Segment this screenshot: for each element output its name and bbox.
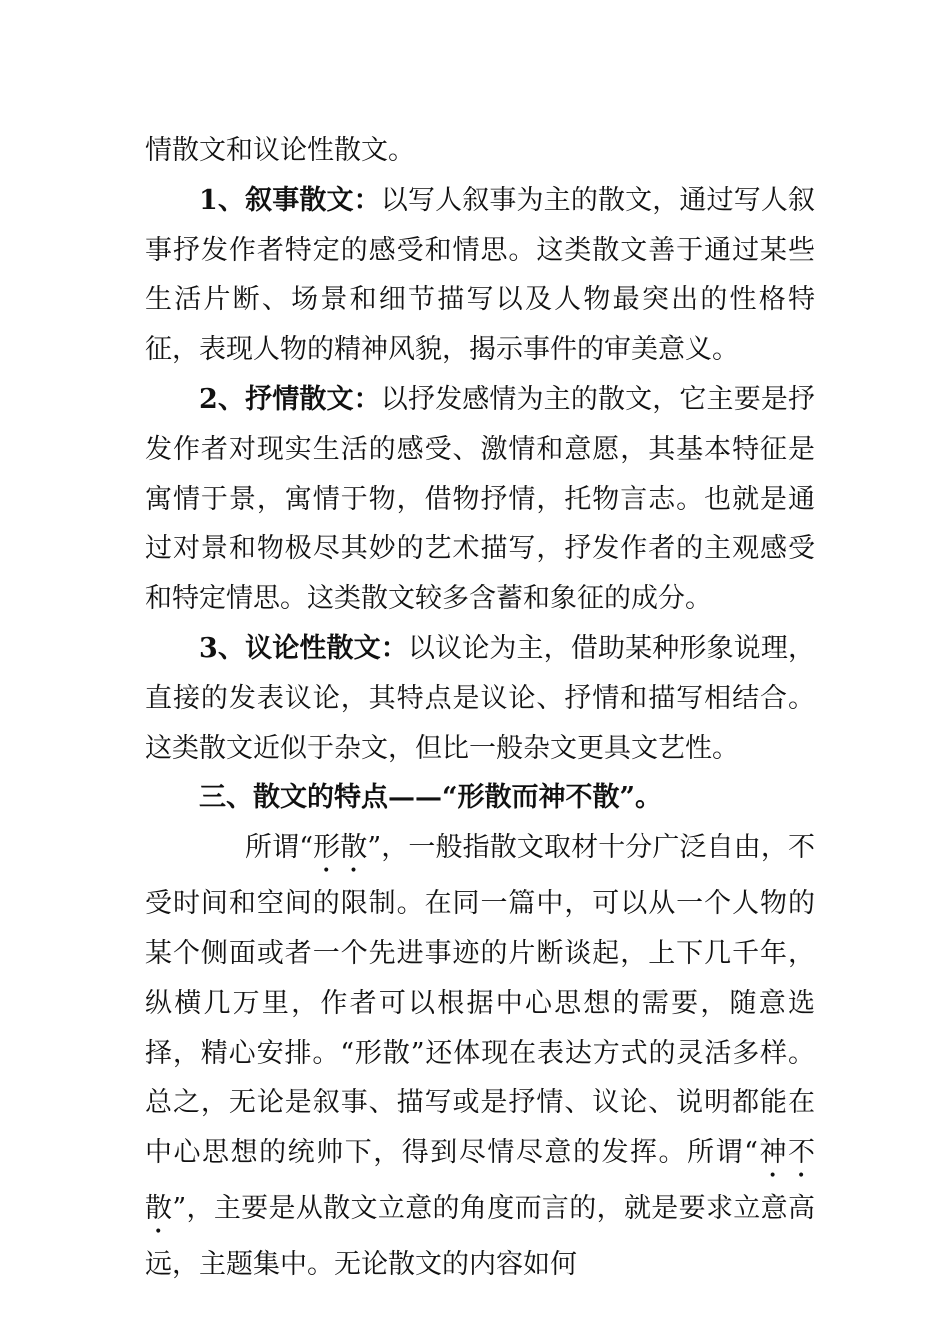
- argumentative-prose-text: 以议论为主，借助某种形象说理，直接的发表议论，其特点是议论、抒情和描写相结合。这类散文近似于杂文，但比一般杂文更具文艺性。: [145, 632, 815, 764]
- feature-paragraph: [145, 823, 815, 1290]
- lyrical-prose-text: 以抒发感情为主的散文，它主要是抒发作者对现实生活的感受、激情和意愿，其基本特征是寓情于景，寓情于物，借物抒情，托物言志。也就是通过对景和物极尽其妙的艺术描写，抒发作者的主观感受和特定情思。这类散文较多含蓄和象征的成分。: [145, 383, 815, 615]
- emphasized-term-shenbusan: 神不散: [145, 1137, 815, 1225]
- emphasized-term-xingsan: 形散: [313, 832, 368, 864]
- lyrical-prose-term: 2、抒情散文：: [199, 383, 381, 415]
- narrative-prose-text: 以写人叙事为主的散文，通过写人叙事抒发作者特定的感受和情思。这类散文善于通过某些生活片断、场景和细节描写以及人物最突出的性格特征，表现人物的精神风貌，揭示事件的审美意义。: [145, 184, 815, 366]
- feature-text-1: 所谓“: [245, 832, 314, 864]
- argumentative-prose-paragraph: [145, 624, 815, 773]
- narrative-prose-term: 1、叙事散文：: [199, 184, 381, 216]
- feature-text-3: ”，主要是从散文立意的角度而言的，就是要求立意高远，主题集中。无论散文的内容如何: [145, 1193, 815, 1281]
- feature-text-2: ”，一般指散文取材十分广泛自由，不受时间和空间的限制。在同一篇中，可以从一个人物的某个侧面或者一个先进事迹的片断谈起，上下几千年，纵横几万里，作者可以根据中心思想的需要，随意选择，精心安排。“形散”还体现在表达方式的灵活多样。总之，无论是叙事、描写或是抒情、议论、说明都能在中心思想的统帅下，得到尽情尽意的发挥。所谓“: [145, 832, 815, 1169]
- section-heading: 三、散文的特点——“形散而神不散”。: [199, 782, 663, 814]
- narrative-prose-paragraph: [145, 176, 815, 375]
- intro-tail-paragraph: 情散文和议论性散文。: [145, 135, 415, 166]
- document-body: [145, 126, 815, 1290]
- argumentative-prose-term: 3、议论性散文：: [199, 632, 408, 664]
- lyrical-prose-paragraph: [145, 375, 815, 624]
